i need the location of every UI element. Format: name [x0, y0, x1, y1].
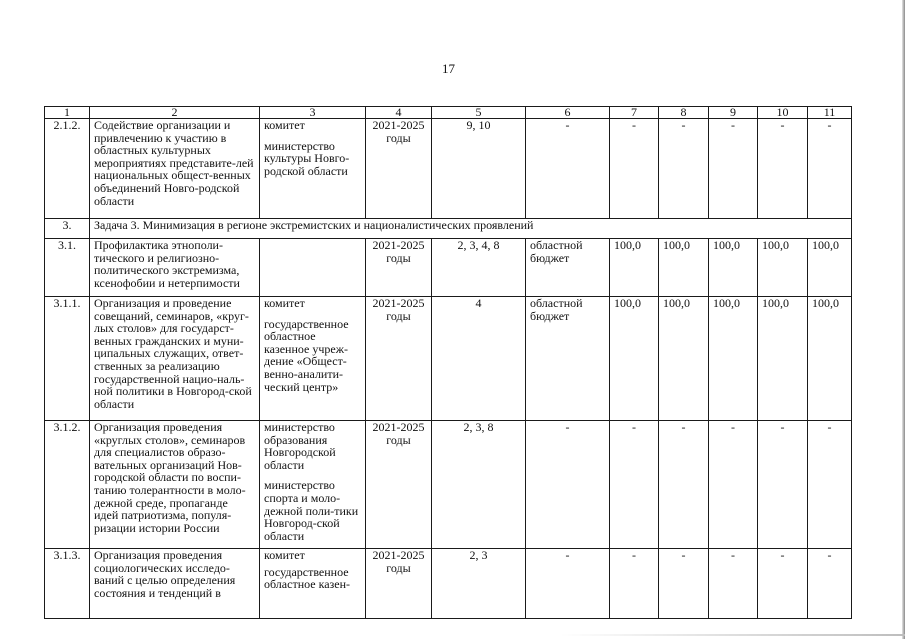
- executors: [260, 239, 366, 297]
- executor: министерство культуры Новго-родской области: [264, 138, 350, 178]
- executors: [260, 119, 366, 219]
- row-number: 3.1.1.: [45, 297, 90, 421]
- table-row: [45, 421, 852, 549]
- value-cell: -: [758, 549, 808, 619]
- column-header: 7: [610, 107, 659, 119]
- value-cell: 100,0: [659, 297, 709, 421]
- column-header: 10: [758, 107, 808, 119]
- column-header: 2: [90, 107, 260, 119]
- table-row: [45, 297, 852, 421]
- executor: государственное областное казенное учреж-дение «Общест-венно-аналити-ческий центр»: [264, 316, 349, 394]
- target-indicators: 9, 10: [432, 119, 526, 219]
- column-header: 11: [808, 107, 852, 119]
- value-cell: 100,0: [808, 297, 852, 421]
- period: 2021-2025 годы: [366, 239, 432, 297]
- column-header: 1: [45, 107, 90, 119]
- target-indicators: 4: [432, 297, 526, 421]
- executor: комитет: [264, 548, 305, 562]
- activity-description: Организация и проведение совещаний, семинаров, «круг-лых столов» для государст-венных гражданских и муни-ципальных служащих, ответ-ственных за реализацию государственной нацио-наль-ной политики в Новгород-ской области: [90, 297, 260, 421]
- task-row: [45, 219, 852, 239]
- value-cell: 100,0: [758, 297, 808, 421]
- column-header: 5: [432, 107, 526, 119]
- column-number-row: [45, 107, 852, 119]
- funding-source: -: [526, 421, 610, 549]
- funding-source: -: [526, 119, 610, 219]
- row-number: 2.1.2.: [45, 119, 90, 219]
- executor: министерство образования Новгородской области: [264, 420, 336, 472]
- value-cell: 100,0: [709, 297, 758, 421]
- activity-description: Организация проведения «круглых столов», семинаров для специалистов образо-вательных организаций Нов-городской области по воспи-танию толерантности в моло-дежной среде, пропаганде идей патриотизма, популя-ризации истории России: [90, 421, 260, 549]
- funding-source: областной бюджет: [526, 239, 610, 297]
- value-cell: 100,0: [610, 297, 659, 421]
- row-number: 3.1.: [45, 239, 90, 297]
- executor: государственное областное казен-: [264, 564, 351, 592]
- target-indicators: 2, 3, 4, 8: [432, 239, 526, 297]
- activity-description: Организация проведения социологических исследо-ваний с целью определения состояния и тенденций в: [90, 549, 260, 619]
- funding-source: областной бюджет: [526, 297, 610, 421]
- task-title: Задача 3. Минимизация в регионе экстремистских и националистических проявлений: [90, 219, 852, 239]
- value-cell: -: [610, 421, 659, 549]
- funding-source: -: [526, 549, 610, 619]
- target-indicators: 2, 3: [432, 549, 526, 619]
- value-cell: -: [709, 421, 758, 549]
- value-cell: -: [610, 549, 659, 619]
- period: 2021-2025 годы: [366, 421, 432, 549]
- period: 2021-2025 годы: [366, 549, 432, 619]
- activity-description: Профилактика этнополи-тического и религиозно-политического экстремизма, ксенофобии и нетерпимости: [90, 239, 260, 297]
- period: 2021-2025 годы: [366, 119, 432, 219]
- executor: министерство спорта и моло-дежной поли-тики Новгород-ской области: [264, 478, 359, 543]
- period: 2021-2025 годы: [366, 297, 432, 421]
- executors: [260, 549, 366, 619]
- table-row: [45, 549, 852, 619]
- value-cell: 100,0: [808, 239, 852, 297]
- column-header: 8: [659, 107, 709, 119]
- value-cell: -: [808, 119, 852, 219]
- target-indicators: 2, 3, 8: [432, 421, 526, 549]
- column-header: 6: [526, 107, 610, 119]
- value-cell: -: [610, 119, 659, 219]
- value-cell: -: [758, 119, 808, 219]
- page-number: 17: [442, 61, 455, 76]
- executor: комитет: [264, 296, 305, 310]
- row-number: 3.1.3.: [45, 549, 90, 619]
- table-row: [45, 119, 852, 219]
- table-row: [45, 239, 852, 297]
- program-table: [44, 106, 852, 619]
- value-cell: -: [808, 421, 852, 549]
- value-cell: -: [709, 549, 758, 619]
- column-header: 3: [260, 107, 366, 119]
- value-cell: 100,0: [659, 239, 709, 297]
- row-number: 3.1.2.: [45, 421, 90, 549]
- value-cell: 100,0: [610, 239, 659, 297]
- value-cell: 100,0: [709, 239, 758, 297]
- executors: [260, 297, 366, 421]
- value-cell: -: [659, 549, 709, 619]
- column-header: 9: [709, 107, 758, 119]
- value-cell: -: [659, 119, 709, 219]
- scan-bottom-shadow: [560, 634, 905, 636]
- task-number: 3.: [45, 219, 90, 239]
- value-cell: -: [709, 119, 758, 219]
- column-header: 4: [366, 107, 432, 119]
- value-cell: -: [659, 421, 709, 549]
- activity-description: Содействие организации и привлечению к участию в областных культурных мероприятиях представите-лей национальных общест-венных объединений Новго-родской области: [90, 119, 260, 219]
- value-cell: 100,0: [758, 239, 808, 297]
- executor: комитет: [264, 118, 305, 132]
- executors: [260, 421, 366, 549]
- value-cell: -: [758, 421, 808, 549]
- value-cell: -: [808, 549, 852, 619]
